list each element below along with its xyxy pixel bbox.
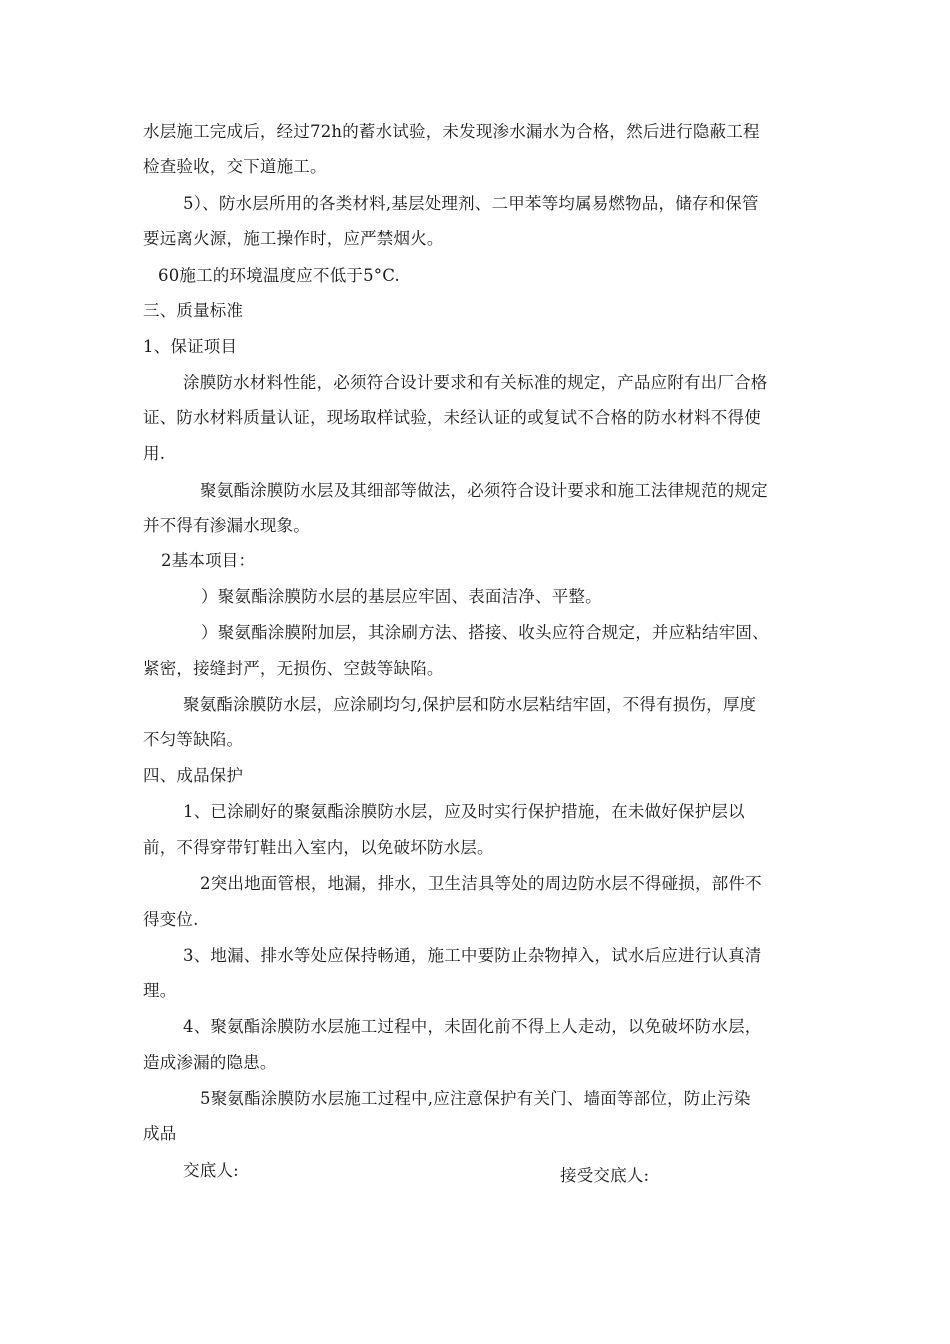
subsection-heading: 1、保证项目	[143, 337, 238, 356]
body-line: 证、防水材料质量认证，现场取样试验，未经认证的或复试不合格的防水材料不得使	[143, 408, 761, 427]
body-line: ）聚氨酯涂膜防水层的基层应牢固、表面洁净、平整。	[201, 587, 602, 606]
body-line: 前，不得穿带钉鞋出入室内，以免破坏防水层。	[143, 838, 494, 857]
body-line: 不匀等缺陷。	[143, 730, 244, 749]
body-line: 涂膜防水材料性能，必须符合设计要求和有关标准的规定，产品应附有出厂合格	[183, 373, 768, 392]
body-line: 并不得有渗漏水现象。	[143, 516, 310, 535]
body-line: 紧密，接缝封严，无损伤、空鼓等缺陷。	[143, 659, 444, 678]
discloser-signature-label: 交底人:	[183, 1161, 239, 1180]
section-heading: 四、成品保护	[143, 766, 244, 785]
subsection-heading: 2基本项目：	[161, 551, 256, 570]
body-line: 得变位.	[143, 910, 199, 929]
body-line: 检查验收，交下道施工。	[143, 157, 327, 176]
body-line: 成品	[143, 1124, 177, 1143]
body-line: 聚氨酯涂膜防水层，应涂刷均匀,保护层和防水层粘结牢固，不得有损伤，厚度	[183, 695, 757, 714]
section-heading: 三、质量标准	[143, 301, 244, 320]
receiver-signature-label: 接受交底人:	[560, 1166, 650, 1185]
body-line: 理。	[143, 981, 177, 1000]
body-line: 60施工的环境温度应不低于5°C.	[158, 266, 400, 285]
body-line: 造成渗漏的隐患。	[143, 1053, 277, 1072]
body-line: 用.	[143, 444, 166, 463]
body-line: 水层施工完成后，经过72h的蓄水试验，未发现渗水漏水为合格，然后进行隐蔽工程	[143, 122, 760, 141]
body-line: 3、地漏、排水等处应保持畅通，施工中要防止杂物掉入，试水后应进行认真清	[183, 946, 762, 965]
body-line: 1、已涂刷好的聚氨酯涂膜防水层，应及时实行保护措施，在未做好保护层以	[183, 802, 745, 821]
body-line: ）聚氨酯涂膜附加层，其涂刷方法、搭接、收头应符合规定，并应粘结牢固、	[201, 623, 769, 642]
body-line: 5聚氨酯涂膜防水层施工过程中,应注意保护有关门、墙面等部位，防止污染	[200, 1089, 751, 1108]
body-line: 2突出地面管根，地漏，排水，卫生洁具等处的周边防水层不得碰损，部件不	[200, 874, 762, 893]
body-line: 5）、防水层所用的各类材料,基层处理剂、二甲苯等均属易燃物品，储存和保管	[183, 194, 759, 213]
body-line: 4、聚氨酯涂膜防水层施工过程中，未固化前不得上人走动，以免破坏防水层，	[183, 1017, 762, 1036]
body-line: 要远离火源，施工操作时，应严禁烟火。	[143, 229, 444, 248]
body-line: 聚氨酯涂膜防水层及其细部等做法，必须符合设计要求和施工法律规范的规定	[200, 481, 768, 500]
